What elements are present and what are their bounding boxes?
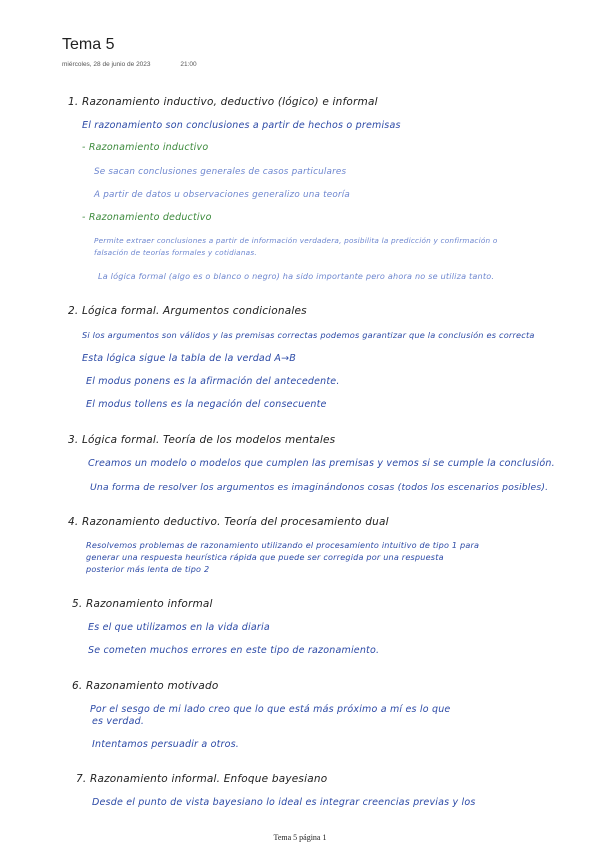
section-3-line-2: Una forma de resolver los argumentos es imaginándonos cosas (todos los escenarios posibles). bbox=[90, 482, 549, 493]
section-1-subheading-inductivo: - Razonamiento inductivo bbox=[82, 142, 209, 153]
section-7-heading: 7. Razonamiento informal. Enfoque bayesiano bbox=[76, 773, 328, 785]
section-1-heading: 1. Razonamiento inductivo, deductivo (lógico) e informal bbox=[68, 96, 378, 108]
section-6-line-1: Por el sesgo de mi lado creo que lo que está más próximo a mí es lo que bbox=[90, 704, 451, 715]
section-1-line-2: Se sacan conclusiones generales de casos particulares bbox=[94, 167, 347, 177]
section-2-heading: 2. Lógica formal. Argumentos condicionales bbox=[68, 305, 307, 317]
section-1-line-5: falsación de teorías formales y cotidianas. bbox=[94, 248, 257, 257]
page-title: Tema 5 bbox=[62, 36, 115, 53]
section-1-subheading-deductivo: - Razonamiento deductivo bbox=[82, 212, 212, 223]
section-1-line-6: La lógica formal (algo es o blanco o negro) ha sido importante pero ahora no se utiliza tanto. bbox=[98, 271, 495, 281]
section-5-line-1: Es el que utilizamos en la vida diaria bbox=[88, 622, 270, 633]
section-5-heading: 5. Razonamiento informal bbox=[72, 598, 213, 610]
section-2-line-1: Si los argumentos son válidos y las premisas correctas podemos garantizar que la conclusión es correcta bbox=[82, 330, 535, 340]
section-4-line-3: posterior más lenta de tipo 2 bbox=[86, 564, 210, 574]
page-date: miércoles, 28 de junio de 2023 bbox=[62, 61, 151, 68]
page-footer: Tema 5 página 1 bbox=[273, 833, 327, 842]
section-3-line-1: Creamos un modelo o modelos que cumplen las premisas y vemos si se cumple la conclusión. bbox=[88, 458, 555, 469]
section-1-line-3: A partir de datos u observaciones generalizo una teoría bbox=[94, 190, 350, 200]
section-2-line-3: El modus ponens es la afirmación del antecedente. bbox=[86, 376, 340, 387]
section-7-line-1: Desde el punto de vista bayesiano lo ideal es integrar creencias previas y los bbox=[92, 797, 476, 808]
page-time: 21:00 bbox=[180, 61, 197, 68]
section-6-line-2: es verdad. bbox=[92, 716, 145, 727]
section-2-line-4: El modus tollens es la negación del consecuente bbox=[86, 399, 327, 410]
section-4-line-2: generar una respuesta heurística rápida que puede ser corregida por una respuesta bbox=[86, 552, 444, 562]
section-6-heading: 6. Razonamiento motivado bbox=[72, 680, 219, 692]
section-1-line-4: Permite extraer conclusiones a partir de información verdadera, posibilita la predicción y confirmación o bbox=[94, 236, 498, 245]
section-4-heading: 4. Razonamiento deductivo. Teoría del procesamiento dual bbox=[68, 516, 389, 528]
section-5-line-2: Se cometen muchos errores en este tipo de razonamiento. bbox=[88, 645, 380, 656]
page-datetime bbox=[62, 61, 197, 68]
section-2-line-2: Esta lógica sigue la tabla de la verdad A→B bbox=[82, 353, 296, 364]
section-6-line-3: Intentamos persuadir a otros. bbox=[92, 739, 240, 750]
section-1-line-1: El razonamiento son conclusiones a partir de hechos o premisas bbox=[82, 120, 401, 131]
section-4-line-1: Resolvemos problemas de razonamiento utilizando el procesamiento intuitivo de tipo 1 para bbox=[86, 540, 480, 550]
section-3-heading: 3. Lógica formal. Teoría de los modelos mentales bbox=[68, 434, 336, 446]
